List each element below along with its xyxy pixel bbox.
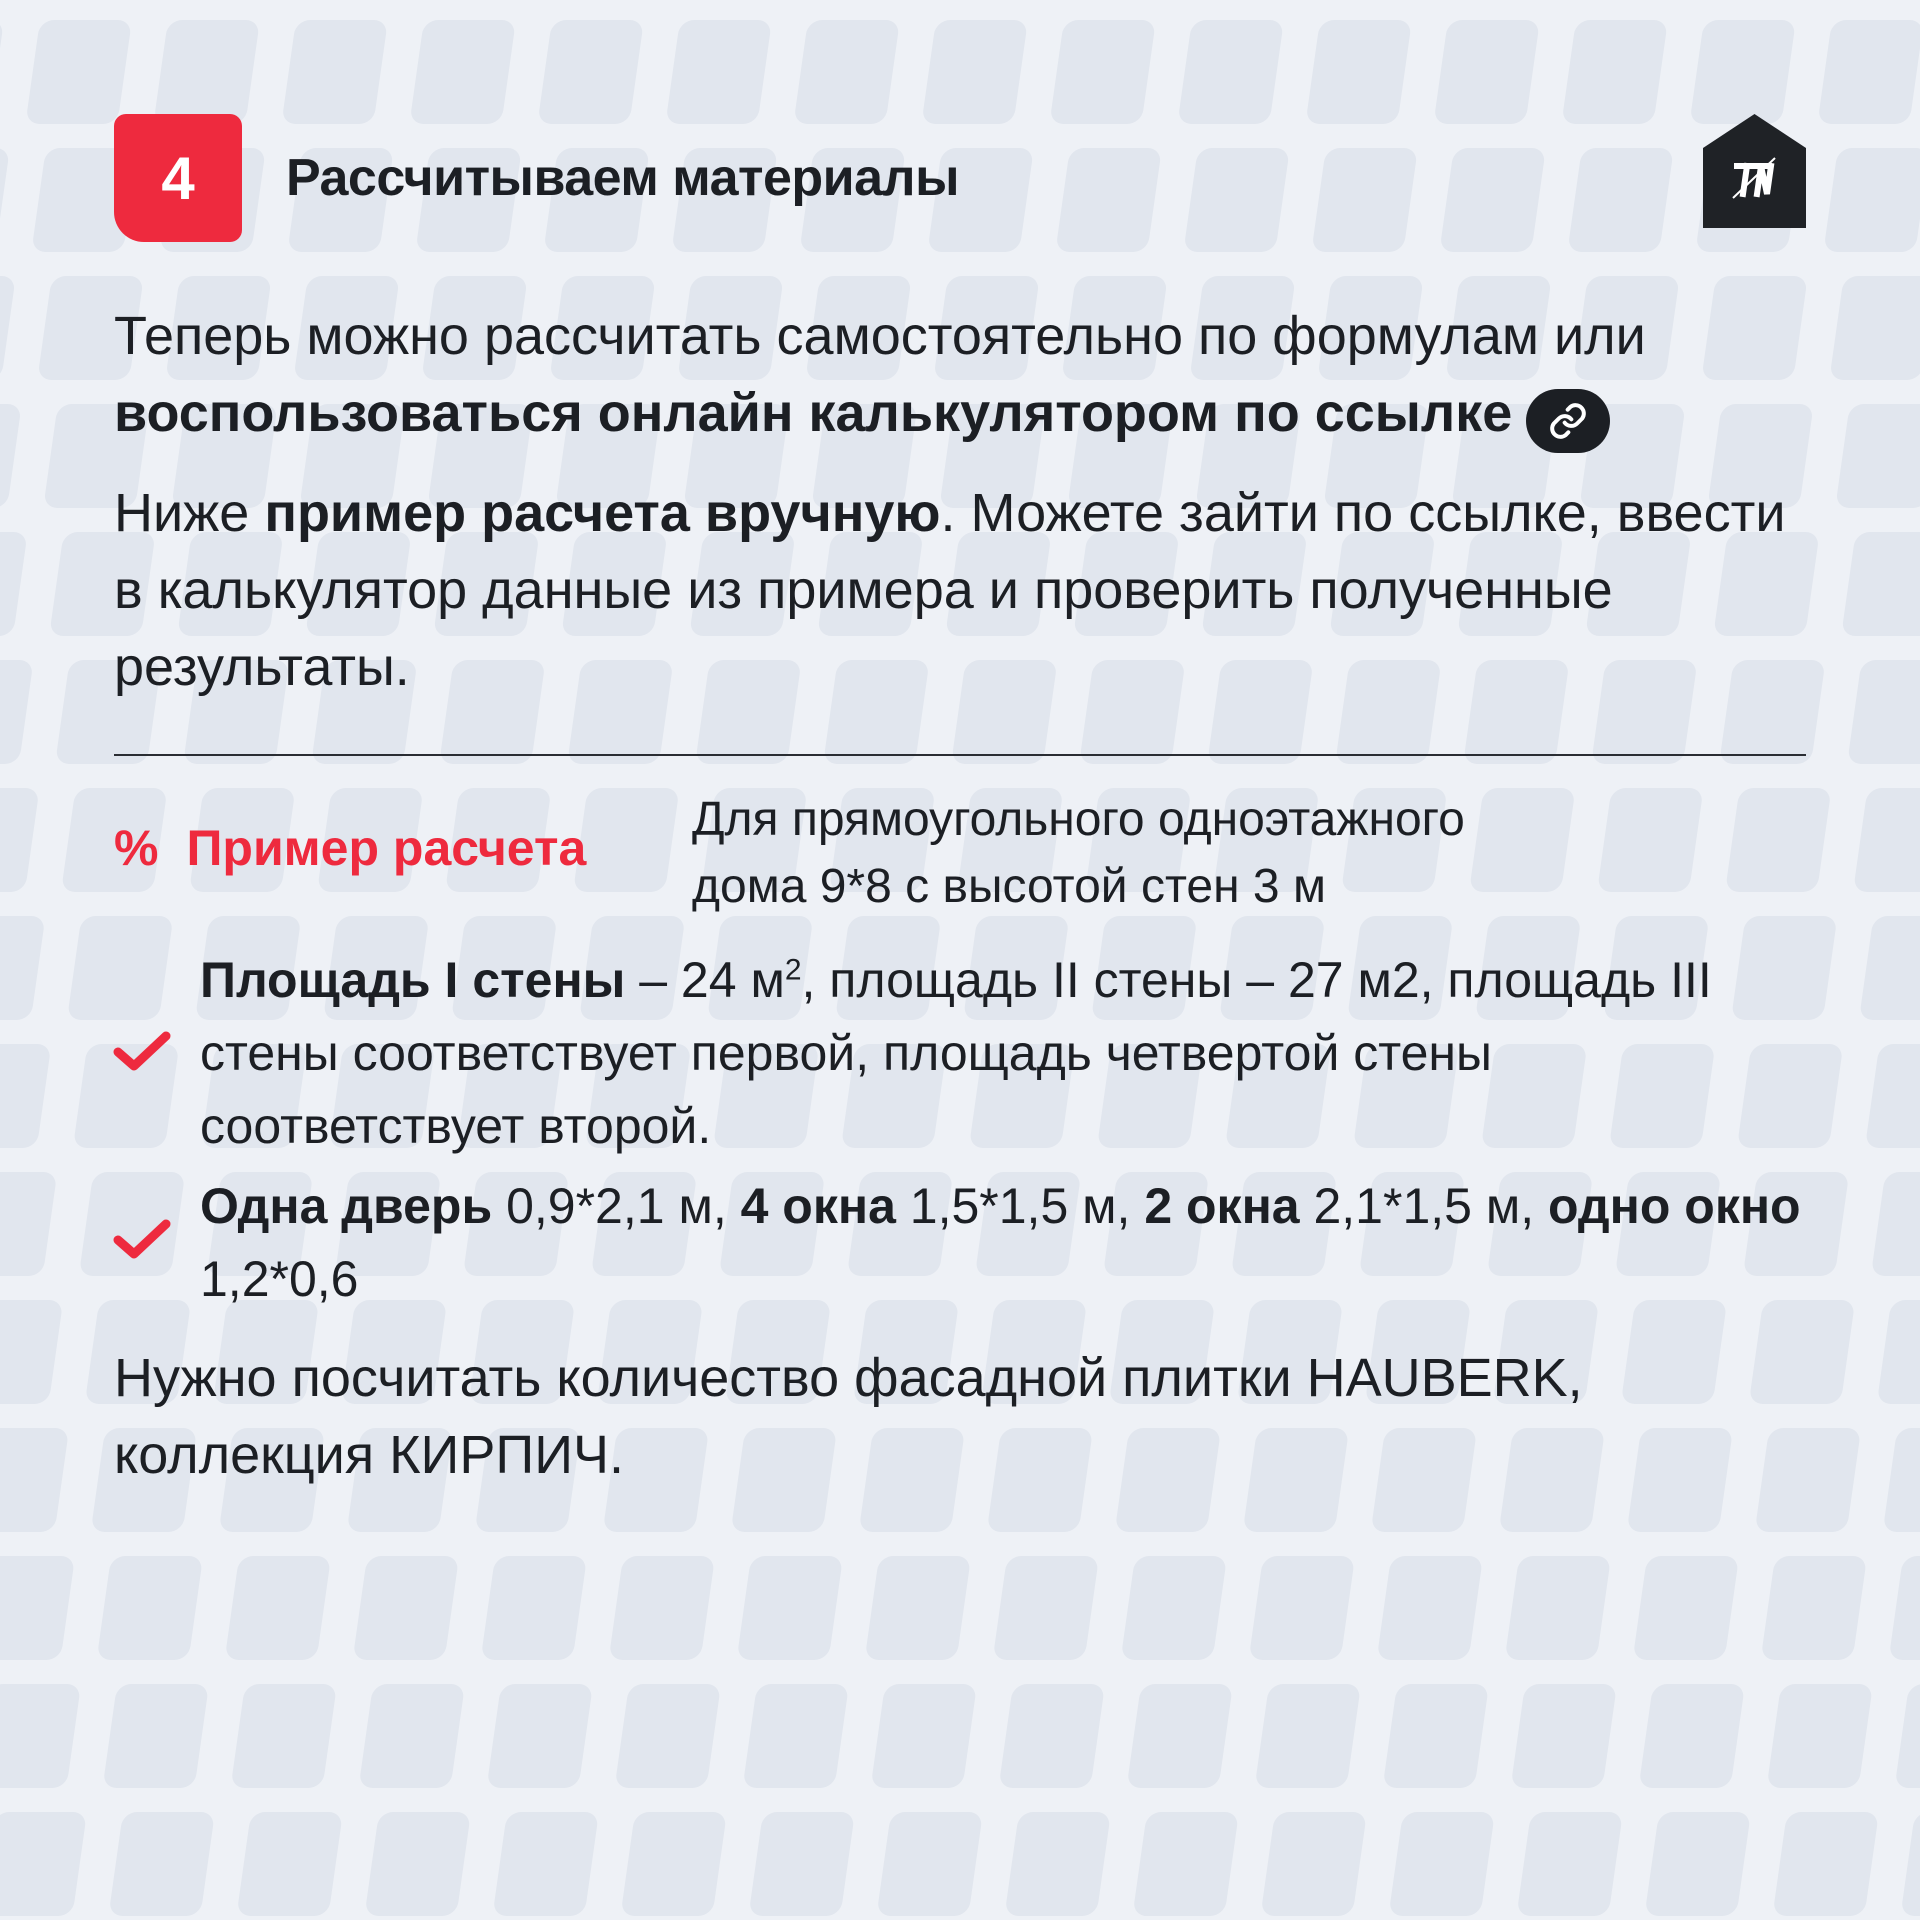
para2-text-end: . Можете зайти по ссылке, ввести в калькулятор данные из примера и проверить полученные результаты. <box>114 483 1786 697</box>
percent-icon: % <box>114 820 159 876</box>
openings-text-4: 1,2*0,6 <box>200 1251 359 1307</box>
openings-text-2: 1,5*1,5 м, <box>895 1178 1145 1234</box>
checkmark-icon <box>112 1028 172 1076</box>
wall-areas-text-a: – 24 м <box>625 952 785 1008</box>
link-button[interactable] <box>1526 389 1610 453</box>
example-label <box>114 816 586 880</box>
wall-areas-item <box>200 944 1820 1163</box>
openings-bold-2: 4 окна <box>740 1178 896 1234</box>
step-number: 4 <box>161 144 195 212</box>
task-paragraph: Нужно посчитать количество фасадной плитки HAUBERK, коллекция КИРПИЧ. <box>114 1348 1583 1485</box>
calculator-link-text[interactable]: воспользоваться онлайн калькулятором по ссылке <box>114 383 1513 443</box>
step-number-badge <box>114 114 242 242</box>
intro-paragraph <box>114 298 1814 453</box>
para2-text-start: Ниже <box>114 483 265 543</box>
page-title: Рассчитываем материалы <box>286 149 959 207</box>
link-icon <box>1548 401 1588 441</box>
para2-bold: пример расчета вручную <box>264 483 941 543</box>
example-label-text: Пример расчета <box>186 820 587 876</box>
wall-areas-sup: 2 <box>784 953 802 987</box>
tn-house-logo-icon <box>1703 114 1806 228</box>
openings-item <box>200 1170 1820 1316</box>
example-desc-line-2: дома 9*8 с высотой стен 3 м <box>692 860 1326 913</box>
openings-bold-1: Одна дверь <box>200 1178 493 1234</box>
openings-text-3: 2,1*1,5 м, <box>1299 1178 1549 1234</box>
wall-areas-bold: Площадь I стены <box>200 952 626 1008</box>
openings-text-1: 0,9*2,1 м, <box>492 1178 741 1234</box>
example-desc-line-1: Для прямоугольного одноэтажного <box>692 793 1465 846</box>
openings-bold-4: одно окно <box>1548 1178 1801 1234</box>
openings-bold-3: 2 окна <box>1144 1178 1300 1234</box>
example-description <box>692 786 1692 920</box>
manual-example-paragraph <box>114 475 1814 706</box>
intro-line-1: Теперь можно рассчитать самостоятельно по формулам или <box>114 306 1646 366</box>
checkmark-icon <box>112 1216 172 1264</box>
divider <box>114 754 1806 756</box>
wall-areas-text-b: , площадь II стены – 27 м2, площадь III стены соответствует первой, площадь четвертой стены соответствует второй. <box>200 952 1712 1154</box>
